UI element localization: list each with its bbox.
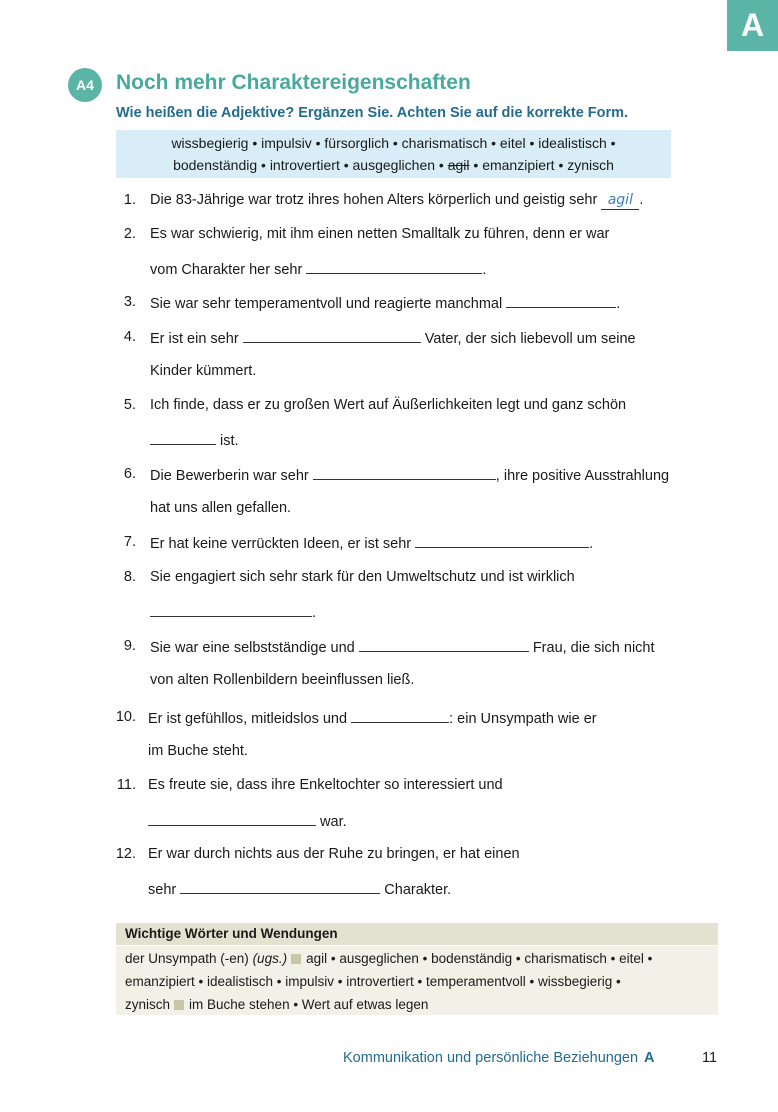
item-number: 2. bbox=[123, 226, 136, 242]
exercise-item-4-cont: Kinder kümmert. bbox=[150, 363, 257, 379]
item-number: 4. bbox=[123, 329, 136, 345]
item-text-part: Frau, die sich nicht bbox=[532, 640, 655, 656]
item-text-part: Sie war sehr temperamentvoll und reagierte manchmal bbox=[150, 296, 503, 312]
exercise-item-11-cont bbox=[148, 810, 347, 830]
item-number: 3. bbox=[123, 294, 136, 310]
item-text-part: vom Charakter her sehr bbox=[150, 262, 303, 278]
vocab-entry: der Unsympath (-en) bbox=[125, 951, 249, 966]
item-text: Sie engagiert sich sehr stark für den Umweltschutz und ist wirklich bbox=[150, 569, 575, 585]
item-number: 7. bbox=[123, 534, 136, 550]
item-number: 6. bbox=[123, 466, 136, 482]
item-text-part: Er ist gefühllos, mitleidslos und bbox=[148, 711, 348, 727]
item-number: 1. bbox=[123, 192, 136, 208]
item-text bbox=[150, 327, 636, 349]
exercise-item-8-cont bbox=[150, 601, 316, 621]
item-text bbox=[150, 532, 593, 554]
word-list-part: • emanzipiert • zynisch bbox=[473, 157, 614, 173]
separator-square-icon bbox=[174, 1000, 184, 1010]
exercise-item-6-cont: hat uns allen gefallen. bbox=[150, 500, 292, 516]
exercise-item-2-cont bbox=[150, 258, 486, 278]
item-text-part: sehr bbox=[148, 882, 177, 898]
vocab-heading: Wichtige Wörter und Wendungen bbox=[116, 923, 718, 945]
answer-blank[interactable] bbox=[306, 258, 482, 274]
word-box bbox=[116, 130, 671, 178]
word-list-part: bodenständig • introvertiert • ausgeglichen • bbox=[173, 157, 444, 173]
item-text-part: Charakter. bbox=[384, 882, 452, 898]
exercise-item-10-cont: im Buche steht. bbox=[148, 743, 248, 759]
exercise-badge: A4 bbox=[68, 68, 102, 102]
answer-blank[interactable] bbox=[180, 878, 380, 894]
item-text-part: . bbox=[639, 192, 644, 208]
answer-blank[interactable] bbox=[351, 707, 449, 723]
item-text: Es freute sie, dass ihre Enkeltochter so interessiert und bbox=[148, 777, 503, 793]
separator-square-icon bbox=[291, 954, 301, 964]
exercise-instruction: Wie heißen die Adjektive? Ergänzen Sie. Achten Sie auf die korrekte Form. bbox=[116, 105, 629, 121]
item-text-part: , ihre positive Ausstrahlung bbox=[495, 468, 670, 484]
exercise-item-12-cont bbox=[148, 878, 451, 898]
item-text-part: Er ist ein sehr bbox=[150, 331, 239, 347]
answer-blank[interactable] bbox=[150, 429, 216, 445]
exercise-item-5-cont bbox=[150, 429, 239, 449]
vocab-entry: im Buche stehen • Wert auf etwas legen bbox=[189, 997, 429, 1012]
word-box-line-1: wissbegierig • impulsiv • fürsorglich • charismatisch • eitel • idealistisch • bbox=[171, 135, 616, 151]
item-text-part: Sie war eine selbstständige und bbox=[150, 640, 355, 656]
answer-blank[interactable] bbox=[415, 532, 589, 548]
item-text-part: Die 83-Jährige war trotz ihres hohen Alters körperlich und geistig sehr bbox=[150, 192, 598, 208]
exercise-title: Noch mehr Charaktereigenschaften bbox=[116, 71, 471, 94]
vocab-line-2: emanzipiert • idealistisch • impulsiv • introvertiert • temperamentvoll • wissbegierig • bbox=[125, 974, 621, 989]
item-text bbox=[150, 292, 620, 314]
item-text-part: : ein Unsympath wie er bbox=[449, 711, 597, 727]
item-text bbox=[148, 707, 597, 729]
item-text-part: . bbox=[616, 296, 621, 312]
answer-blank[interactable] bbox=[150, 601, 312, 617]
item-number: 11. bbox=[116, 777, 136, 793]
struck-word: agil bbox=[447, 157, 470, 173]
word-box-line-2 bbox=[116, 154, 671, 176]
item-number: 12. bbox=[115, 846, 136, 862]
item-number: 5. bbox=[123, 397, 136, 413]
item-text-part: war. bbox=[320, 814, 347, 830]
page-number: 11 bbox=[702, 1050, 718, 1066]
vocab-note: (ugs.) bbox=[252, 951, 288, 966]
item-text bbox=[150, 190, 643, 210]
exercise-item-9-cont: von alten Rollenbildern beeinflussen ließ. bbox=[150, 672, 415, 688]
chapter-title: Kommunikation und persönliche Beziehungen bbox=[343, 1050, 639, 1066]
item-text-part: Die Bewerberin war sehr bbox=[150, 468, 309, 484]
item-number: 8. bbox=[123, 569, 136, 585]
vocab-entry: agil • ausgeglichen • bodenständig • charismatisch • eitel • bbox=[306, 951, 653, 966]
vocab-line-3 bbox=[125, 993, 709, 1016]
item-text: Ich finde, dass er zu großen Wert auf Äußerlichkeiten legt und ganz schön bbox=[150, 397, 627, 413]
item-text bbox=[150, 464, 669, 486]
item-text: Es war schwierig, mit ihm einen netten Smalltalk zu führen, denn er war bbox=[150, 226, 610, 242]
item-text-part: . bbox=[482, 262, 487, 278]
answer-blank[interactable] bbox=[243, 327, 421, 343]
item-number: 9. bbox=[123, 638, 136, 654]
answer-blank[interactable] bbox=[148, 810, 316, 826]
item-text bbox=[150, 636, 655, 658]
vocab-line-1 bbox=[125, 947, 709, 970]
answer-field[interactable]: agil bbox=[601, 191, 639, 210]
vocab-box bbox=[116, 946, 718, 1015]
item-number: 10. bbox=[115, 709, 136, 725]
item-text-part: . bbox=[312, 605, 317, 621]
item-text-part: . bbox=[589, 536, 594, 552]
item-text-part: ist. bbox=[220, 433, 239, 449]
item-text-part: Vater, der sich liebevoll um seine bbox=[424, 331, 636, 347]
answer-blank[interactable] bbox=[313, 464, 496, 480]
vocab-entry: zynisch bbox=[125, 997, 171, 1012]
footer-chapter bbox=[343, 1050, 655, 1066]
item-text: Er war durch nichts aus der Ruhe zu bringen, er hat einen bbox=[148, 846, 520, 862]
chapter-letter: A bbox=[644, 1050, 655, 1066]
item-text-part: Er hat keine verrückten Ideen, er ist sehr bbox=[150, 536, 412, 552]
answer-blank[interactable] bbox=[506, 292, 616, 308]
section-tab: A bbox=[727, 0, 778, 51]
answer-blank[interactable] bbox=[359, 636, 529, 652]
